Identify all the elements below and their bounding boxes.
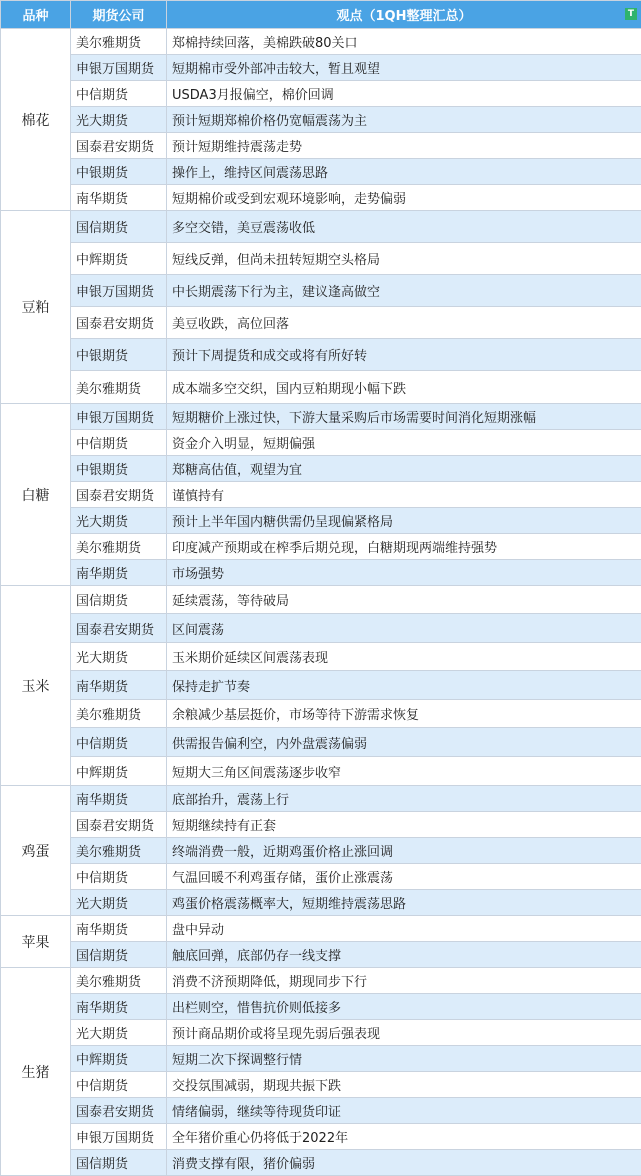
table-row [1,404,641,430]
table-row [1,1046,641,1072]
opinion-cell: 触底回弹，底部仍存一线支撑 [167,942,641,968]
opinion-cell: 玉米期价延续区间震荡表现 [167,643,641,671]
header-company: 期货公司 [71,1,167,29]
company-cell: 国泰君安期货 [71,482,167,508]
company-cell: 国信期货 [71,1150,167,1176]
table-row [1,1150,641,1176]
company-cell: 中信期货 [71,1072,167,1098]
opinion-cell: 预计上半年国内糖供需仍呈现偏紧格局 [167,508,641,534]
company-cell: 中辉期货 [71,757,167,786]
opinion-cell: 情绪偏弱，继续等待现货印证 [167,1098,641,1124]
table-row [1,1072,641,1098]
table-row [1,211,641,243]
opinion-cell: 印度减产预期或在榨季后期兑现，白糖期现两端维持强势 [167,534,641,560]
opinion-cell: 资金介入明显，短期偏强 [167,430,641,456]
company-cell: 光大期货 [71,643,167,671]
filter-icon[interactable]: T [625,8,637,20]
company-cell: 南华期货 [71,560,167,586]
table-row [1,307,641,339]
table-row [1,671,641,700]
table-row [1,339,641,371]
table-row [1,1020,641,1046]
header-category: 品种 [1,1,71,29]
table-row [1,29,641,55]
company-cell: 美尔雅期货 [71,968,167,994]
table-row [1,586,641,614]
opinion-cell: 操作上，维持区间震荡思路 [167,159,641,185]
table-row [1,812,641,838]
company-cell: 申银万国期货 [71,1124,167,1150]
opinion-cell: 交投氛围减弱，期现共振下跌 [167,1072,641,1098]
table-row [1,1124,641,1150]
table-row [1,864,641,890]
table-row [1,243,641,275]
table-row [1,534,641,560]
header-row [1,1,641,29]
category-cell: 白糖 [1,404,71,586]
company-cell: 南华期货 [71,671,167,700]
opinion-cell: 短期糖价上涨过快，下游大量采购后市场需要时间消化短期涨幅 [167,404,641,430]
table-row [1,508,641,534]
table-row [1,430,641,456]
opinion-cell: 短期棉价或受到宏观环境影响，走势偏弱 [167,185,641,211]
table-row [1,728,641,757]
opinion-cell: 全年猪价重心仍将低于2022年 [167,1124,641,1150]
header-opinion-label: 观点（1QH整理汇总） [336,9,472,24]
opinion-cell: 预计商品期价或将呈现先弱后强表现 [167,1020,641,1046]
table-row [1,482,641,508]
opinion-cell: 保持走扩节奏 [167,671,641,700]
company-cell: 美尔雅期货 [71,371,167,404]
opinion-cell: 谨慎持有 [167,482,641,508]
company-cell: 美尔雅期货 [71,700,167,728]
opinion-cell: 多空交错，美豆震荡收低 [167,211,641,243]
table-row [1,757,641,786]
company-cell: 国泰君安期货 [71,307,167,339]
category-cell: 玉米 [1,586,71,786]
category-cell: 棉花 [1,29,71,211]
company-cell: 美尔雅期货 [71,29,167,55]
company-cell: 中信期货 [71,728,167,757]
table-row [1,133,641,159]
opinion-cell: 供需报告偏利空，内外盘震荡偏弱 [167,728,641,757]
opinion-cell: 底部抬升，震荡上行 [167,786,641,812]
table-row [1,185,641,211]
company-cell: 中信期货 [71,864,167,890]
table-row [1,942,641,968]
opinion-cell: 消费支撑有限，猪价偏弱 [167,1150,641,1176]
table-row [1,371,641,404]
category-cell: 鸡蛋 [1,786,71,916]
company-cell: 国信期货 [71,211,167,243]
opinion-cell: 出栏则空，惜售抗价则低接多 [167,994,641,1020]
table-row [1,560,641,586]
table-row [1,81,641,107]
table-row [1,275,641,307]
company-cell: 申银万国期货 [71,55,167,81]
table-row [1,968,641,994]
company-cell: 国泰君安期货 [71,133,167,159]
opinion-cell: 郑棉持续回落，美棉跌破80关口 [167,29,641,55]
company-cell: 中银期货 [71,456,167,482]
company-cell: 南华期货 [71,786,167,812]
company-cell: 美尔雅期货 [71,838,167,864]
company-cell: 南华期货 [71,994,167,1020]
table-row [1,700,641,728]
table-row [1,838,641,864]
opinion-cell: 成本端多空交织，国内豆粕期现小幅下跌 [167,371,641,404]
table-row [1,1098,641,1124]
table-row [1,786,641,812]
company-cell: 光大期货 [71,890,167,916]
opinion-cell: 鸡蛋价格震荡概率大，短期维持震荡思路 [167,890,641,916]
company-cell: 南华期货 [71,185,167,211]
company-cell: 中银期货 [71,339,167,371]
opinion-cell: 气温回暖不利鸡蛋存储，蛋价止涨震荡 [167,864,641,890]
opinion-cell: 余粮减少基层挺价，市场等待下游需求恢复 [167,700,641,728]
opinion-cell: 短期棉市受外部冲击较大，暂且观望 [167,55,641,81]
opinion-cell: 市场强势 [167,560,641,586]
table-row [1,456,641,482]
company-cell: 申银万国期货 [71,404,167,430]
opinion-cell: 美豆收跌，高位回落 [167,307,641,339]
opinion-cell: 预计下周提货和成交或将有所好转 [167,339,641,371]
company-cell: 国泰君安期货 [71,614,167,643]
opinion-cell: 盘中异动 [167,916,641,942]
category-cell: 豆粕 [1,211,71,404]
company-cell: 中辉期货 [71,243,167,275]
company-cell: 国信期货 [71,942,167,968]
opinion-cell: 短期大三角区间震荡逐步收窄 [167,757,641,786]
company-cell: 中信期货 [71,81,167,107]
category-cell: 生猪 [1,968,71,1176]
company-cell: 国泰君安期货 [71,812,167,838]
opinion-cell: 延续震荡，等待破局 [167,586,641,614]
company-cell: 中银期货 [71,159,167,185]
company-cell: 国泰君安期货 [71,1098,167,1124]
company-cell: 国信期货 [71,586,167,614]
company-cell: 光大期货 [71,508,167,534]
table-body [1,29,641,1176]
opinion-cell: 消费不济预期降低，期现同步下行 [167,968,641,994]
table-row [1,916,641,942]
opinion-cell: 预计短期维持震荡走势 [167,133,641,159]
table-row [1,614,641,643]
company-cell: 申银万国期货 [71,275,167,307]
table-row [1,107,641,133]
company-cell: 南华期货 [71,916,167,942]
header-opinion [167,1,641,29]
company-cell: 美尔雅期货 [71,534,167,560]
opinion-cell: 短期继续持有正套 [167,812,641,838]
company-cell: 光大期货 [71,1020,167,1046]
opinion-cell: 短线反弹，但尚未扭转短期空头格局 [167,243,641,275]
table-row [1,890,641,916]
opinion-cell: 郑糖高估值，观望为宜 [167,456,641,482]
opinion-cell: USDA3月报偏空，棉价回调 [167,81,641,107]
category-cell: 苹果 [1,916,71,968]
company-cell: 中信期货 [71,430,167,456]
opinion-cell: 短期二次下探调整行情 [167,1046,641,1072]
opinion-cell: 终端消费一般，近期鸡蛋价格止涨回调 [167,838,641,864]
company-cell: 中辉期货 [71,1046,167,1072]
opinion-cell: 区间震荡 [167,614,641,643]
opinion-cell: 预计短期郑棉价格仍宽幅震荡为主 [167,107,641,133]
opinion-cell: 中长期震荡下行为主，建议逢高做空 [167,275,641,307]
table-row [1,643,641,671]
table-row [1,994,641,1020]
table-row [1,55,641,81]
company-cell: 光大期货 [71,107,167,133]
table-row [1,159,641,185]
